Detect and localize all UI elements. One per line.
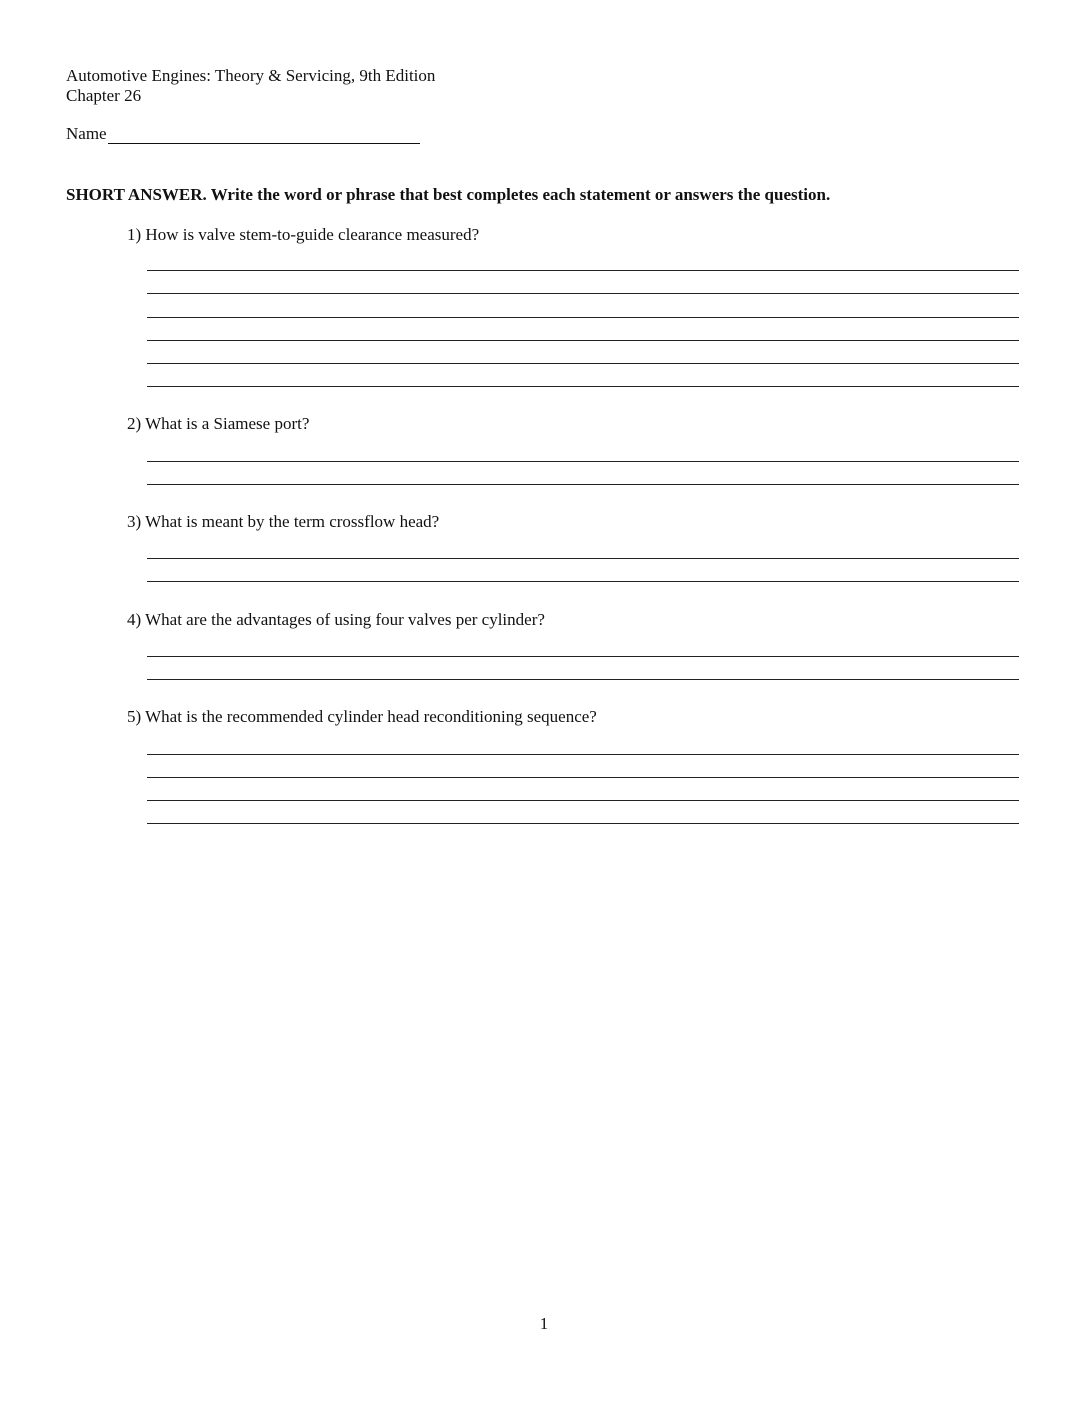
book-title: Automotive Engines: Theory & Servicing, 9th Edition <box>66 66 436 85</box>
document-header <box>66 66 435 106</box>
name-field-row <box>66 124 420 144</box>
answer-line[interactable] <box>147 317 1019 318</box>
page-number: 1 <box>539 1314 549 1333</box>
name-label: Name <box>66 124 107 143</box>
answer-line[interactable] <box>147 800 1019 801</box>
answer-line[interactable] <box>147 777 1019 778</box>
question-3: 3) What is meant by the term crossflow head? <box>127 512 440 531</box>
question-4: 4) What are the advantages of using four valves per cylinder? <box>127 610 545 629</box>
section-instructions: SHORT ANSWER. Write the word or phrase that best completes each statement or answers the question. <box>66 185 831 204</box>
answer-line[interactable] <box>147 386 1019 387</box>
question-1: 1) How is valve stem-to-guide clearance measured? <box>127 225 480 244</box>
answer-line[interactable] <box>147 293 1019 294</box>
answer-line[interactable] <box>147 484 1019 485</box>
answer-line[interactable] <box>147 754 1019 755</box>
answer-line[interactable] <box>147 581 1019 582</box>
answer-line[interactable] <box>147 340 1019 341</box>
answer-line[interactable] <box>147 823 1019 824</box>
answer-line[interactable] <box>147 679 1019 680</box>
answer-line[interactable] <box>147 461 1019 462</box>
question-2: 2) What is a Siamese port? <box>127 414 310 433</box>
answer-line[interactable] <box>147 656 1019 657</box>
answer-line[interactable] <box>147 270 1019 271</box>
question-5: 5) What is the recommended cylinder head reconditioning sequence? <box>127 707 597 726</box>
chapter-label: Chapter 26 <box>66 86 142 105</box>
name-blank-line[interactable] <box>108 125 420 144</box>
answer-line[interactable] <box>147 363 1019 364</box>
answer-line[interactable] <box>147 558 1019 559</box>
